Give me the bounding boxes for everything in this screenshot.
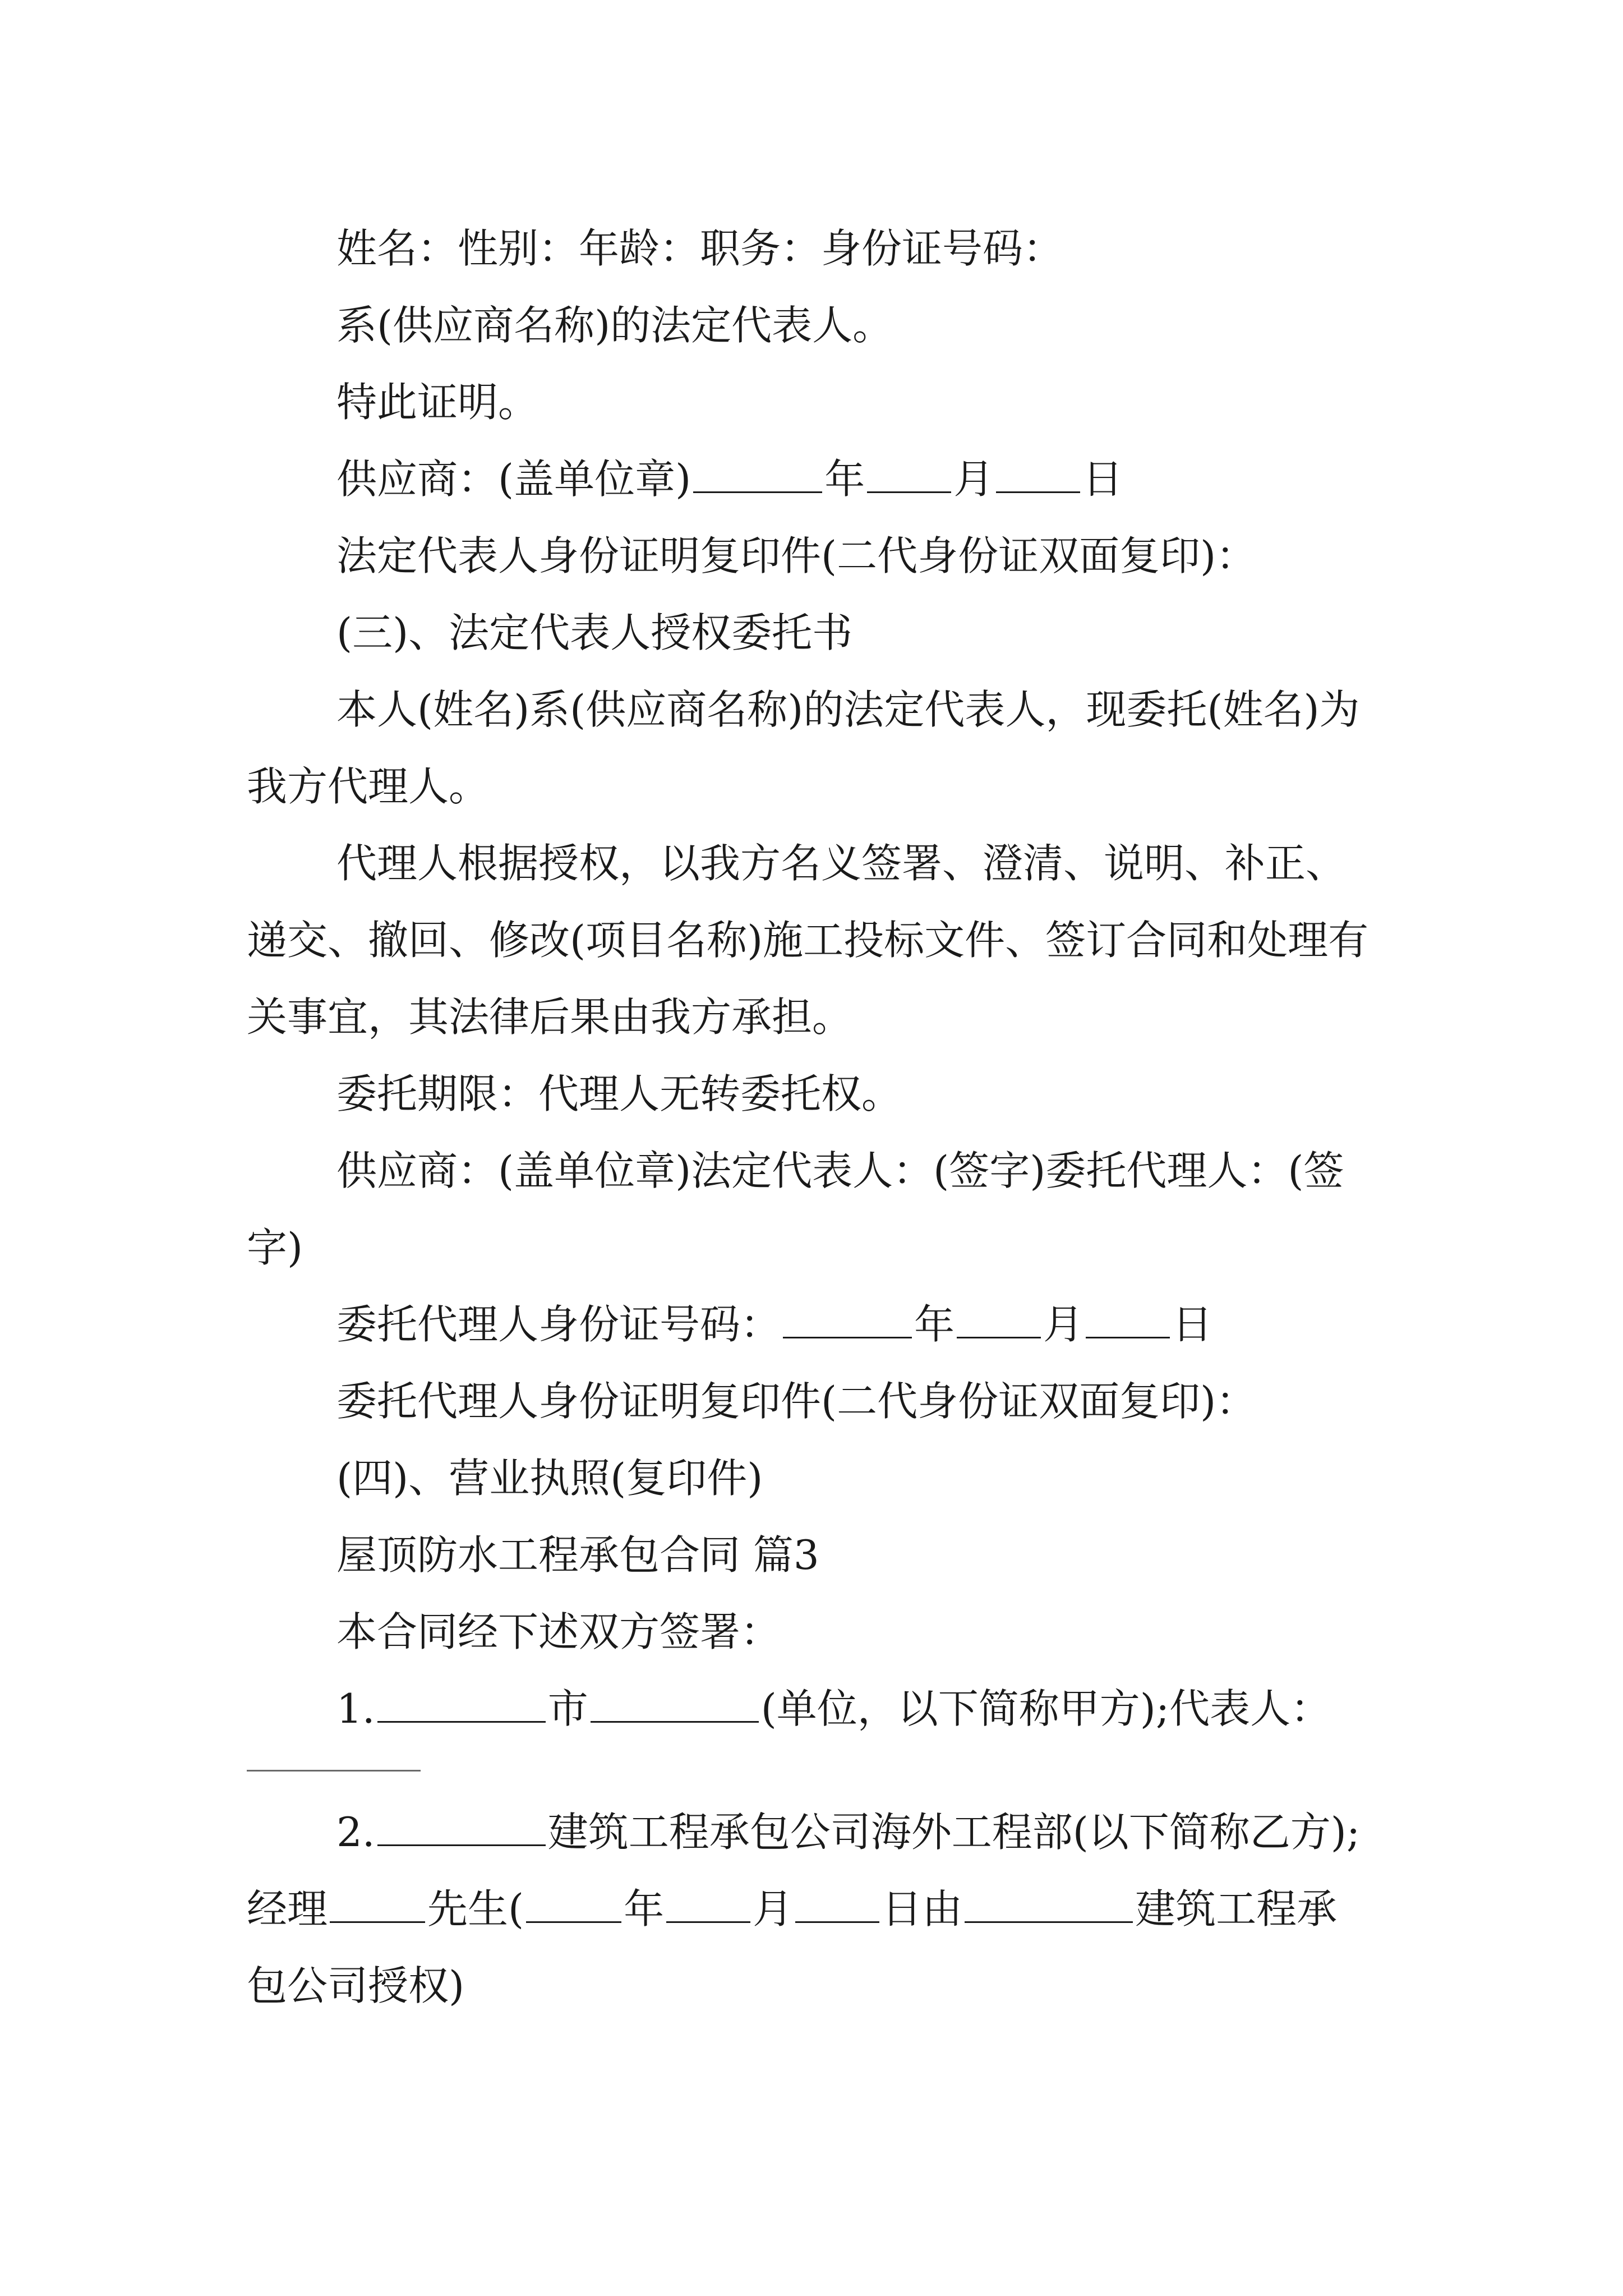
- paragraph-signatures: [247, 1133, 1377, 1286]
- text-legal-rep: 系(供应商名称)的法定代表人。: [336, 302, 893, 349]
- text-heading-authorization: (三)、法定代表人授权委托书: [336, 609, 853, 656]
- blank-year: [693, 453, 822, 493]
- text-month: 月: [953, 455, 994, 503]
- paragraph-agent-powers: [247, 825, 1377, 1056]
- text-person-info: 姓名：性别：年龄：职务：身份证号码：: [336, 225, 1064, 272]
- text-party-b-desc: 建筑工程承包公司海外工程部(以下简称乙方);经理: [247, 1809, 1361, 1932]
- text-year-2: 年: [914, 1301, 955, 1348]
- blank-month-2: [957, 1299, 1041, 1338]
- paragraph-legal-rep: [247, 287, 1377, 364]
- blank-year-3: [526, 1883, 621, 1923]
- text-party-b-number: 2.: [336, 1809, 375, 1856]
- blank-company: [377, 1806, 546, 1846]
- blank-year-2: [783, 1299, 912, 1338]
- paragraph-appoint: [247, 671, 1377, 825]
- paragraph-party-a: [247, 1671, 1377, 1747]
- text-city: 市: [547, 1685, 588, 1732]
- paragraph-id-copy: [247, 518, 1377, 595]
- text-signatures: 供应商：(盖单位章)法定代表人：(签字)委托代理人：(签字): [247, 1147, 1344, 1271]
- text-agent-id-copy: 委托代理人身份证明复印件(二代身份证双面复印)：: [336, 1378, 1257, 1425]
- text-agent-powers: 代理人根据授权，以我方名义签署、澄清、说明、补正、递交、撤回、修改(项目名称)施工投标文件、签订合同和处理有关事宜，其法律后果由我方承担。: [247, 840, 1369, 1041]
- blank-month-3: [666, 1883, 750, 1923]
- text-month-2: 月: [1043, 1301, 1084, 1348]
- text-contract-intro: 本合同经下述双方签署：: [336, 1608, 781, 1655]
- document-body: [247, 210, 1377, 2024]
- paragraph-agent-id-copy: [247, 1363, 1377, 1440]
- text-party-a-desc: (单位，以下简称甲方);代表人：: [760, 1685, 1331, 1732]
- blank-month: [867, 453, 951, 493]
- blank-city: [377, 1683, 546, 1723]
- blank-unit: [591, 1683, 759, 1723]
- paragraph-agent-id-date: [247, 1286, 1377, 1363]
- blank-day-3: [795, 1883, 879, 1923]
- text-year-3: 年: [624, 1885, 665, 1932]
- text-day-by: 日由: [882, 1885, 963, 1932]
- text-authorized: 建筑工程承包公司授权): [247, 1885, 1338, 2009]
- text-appoint: 本人(姓名)系(供应商名称)的法定代表人，现委托(姓名)为我方代理人。: [247, 686, 1360, 810]
- text-day: 日: [1082, 455, 1123, 503]
- text-day-2: 日: [1172, 1301, 1213, 1348]
- paragraph-person-info: [247, 210, 1377, 287]
- text-mister: 先生(: [427, 1885, 524, 1932]
- text-id-copy: 法定代表人身份证明复印件(二代身份证双面复印)：: [336, 532, 1257, 579]
- text-party-a-number: 1.: [336, 1685, 375, 1732]
- blank-day-2: [1086, 1299, 1170, 1338]
- text-agent-id: 委托代理人身份证号码：: [336, 1301, 781, 1348]
- text-term: 委托期限：代理人无转委托权。: [336, 1070, 902, 1117]
- blank-day: [996, 453, 1080, 493]
- text-year: 年: [824, 455, 865, 503]
- paragraph-party-b: [247, 1794, 1377, 2024]
- paragraph-contract-intro: [247, 1594, 1377, 1671]
- paragraph-supplier-seal-date: [247, 441, 1377, 518]
- text-month-3: 月: [753, 1885, 794, 1932]
- text-contract-title: 屋顶防水工程承包合同 篇3: [336, 1531, 819, 1579]
- blank-representative: [247, 1770, 421, 1772]
- heading-business-license: [247, 1440, 1377, 1517]
- text-heading-business-license: (四)、营业执照(复印件): [336, 1455, 763, 1502]
- blank-manager: [330, 1883, 425, 1923]
- text-supplier-seal: 供应商：(盖单位章): [336, 455, 691, 503]
- blank-company-2: [965, 1883, 1133, 1923]
- text-certify: 特此证明。: [336, 379, 539, 426]
- paragraph-term: [247, 1056, 1377, 1133]
- heading-contract-title: [247, 1517, 1377, 1594]
- heading-authorization: [247, 595, 1377, 671]
- paragraph-certify: [247, 364, 1377, 441]
